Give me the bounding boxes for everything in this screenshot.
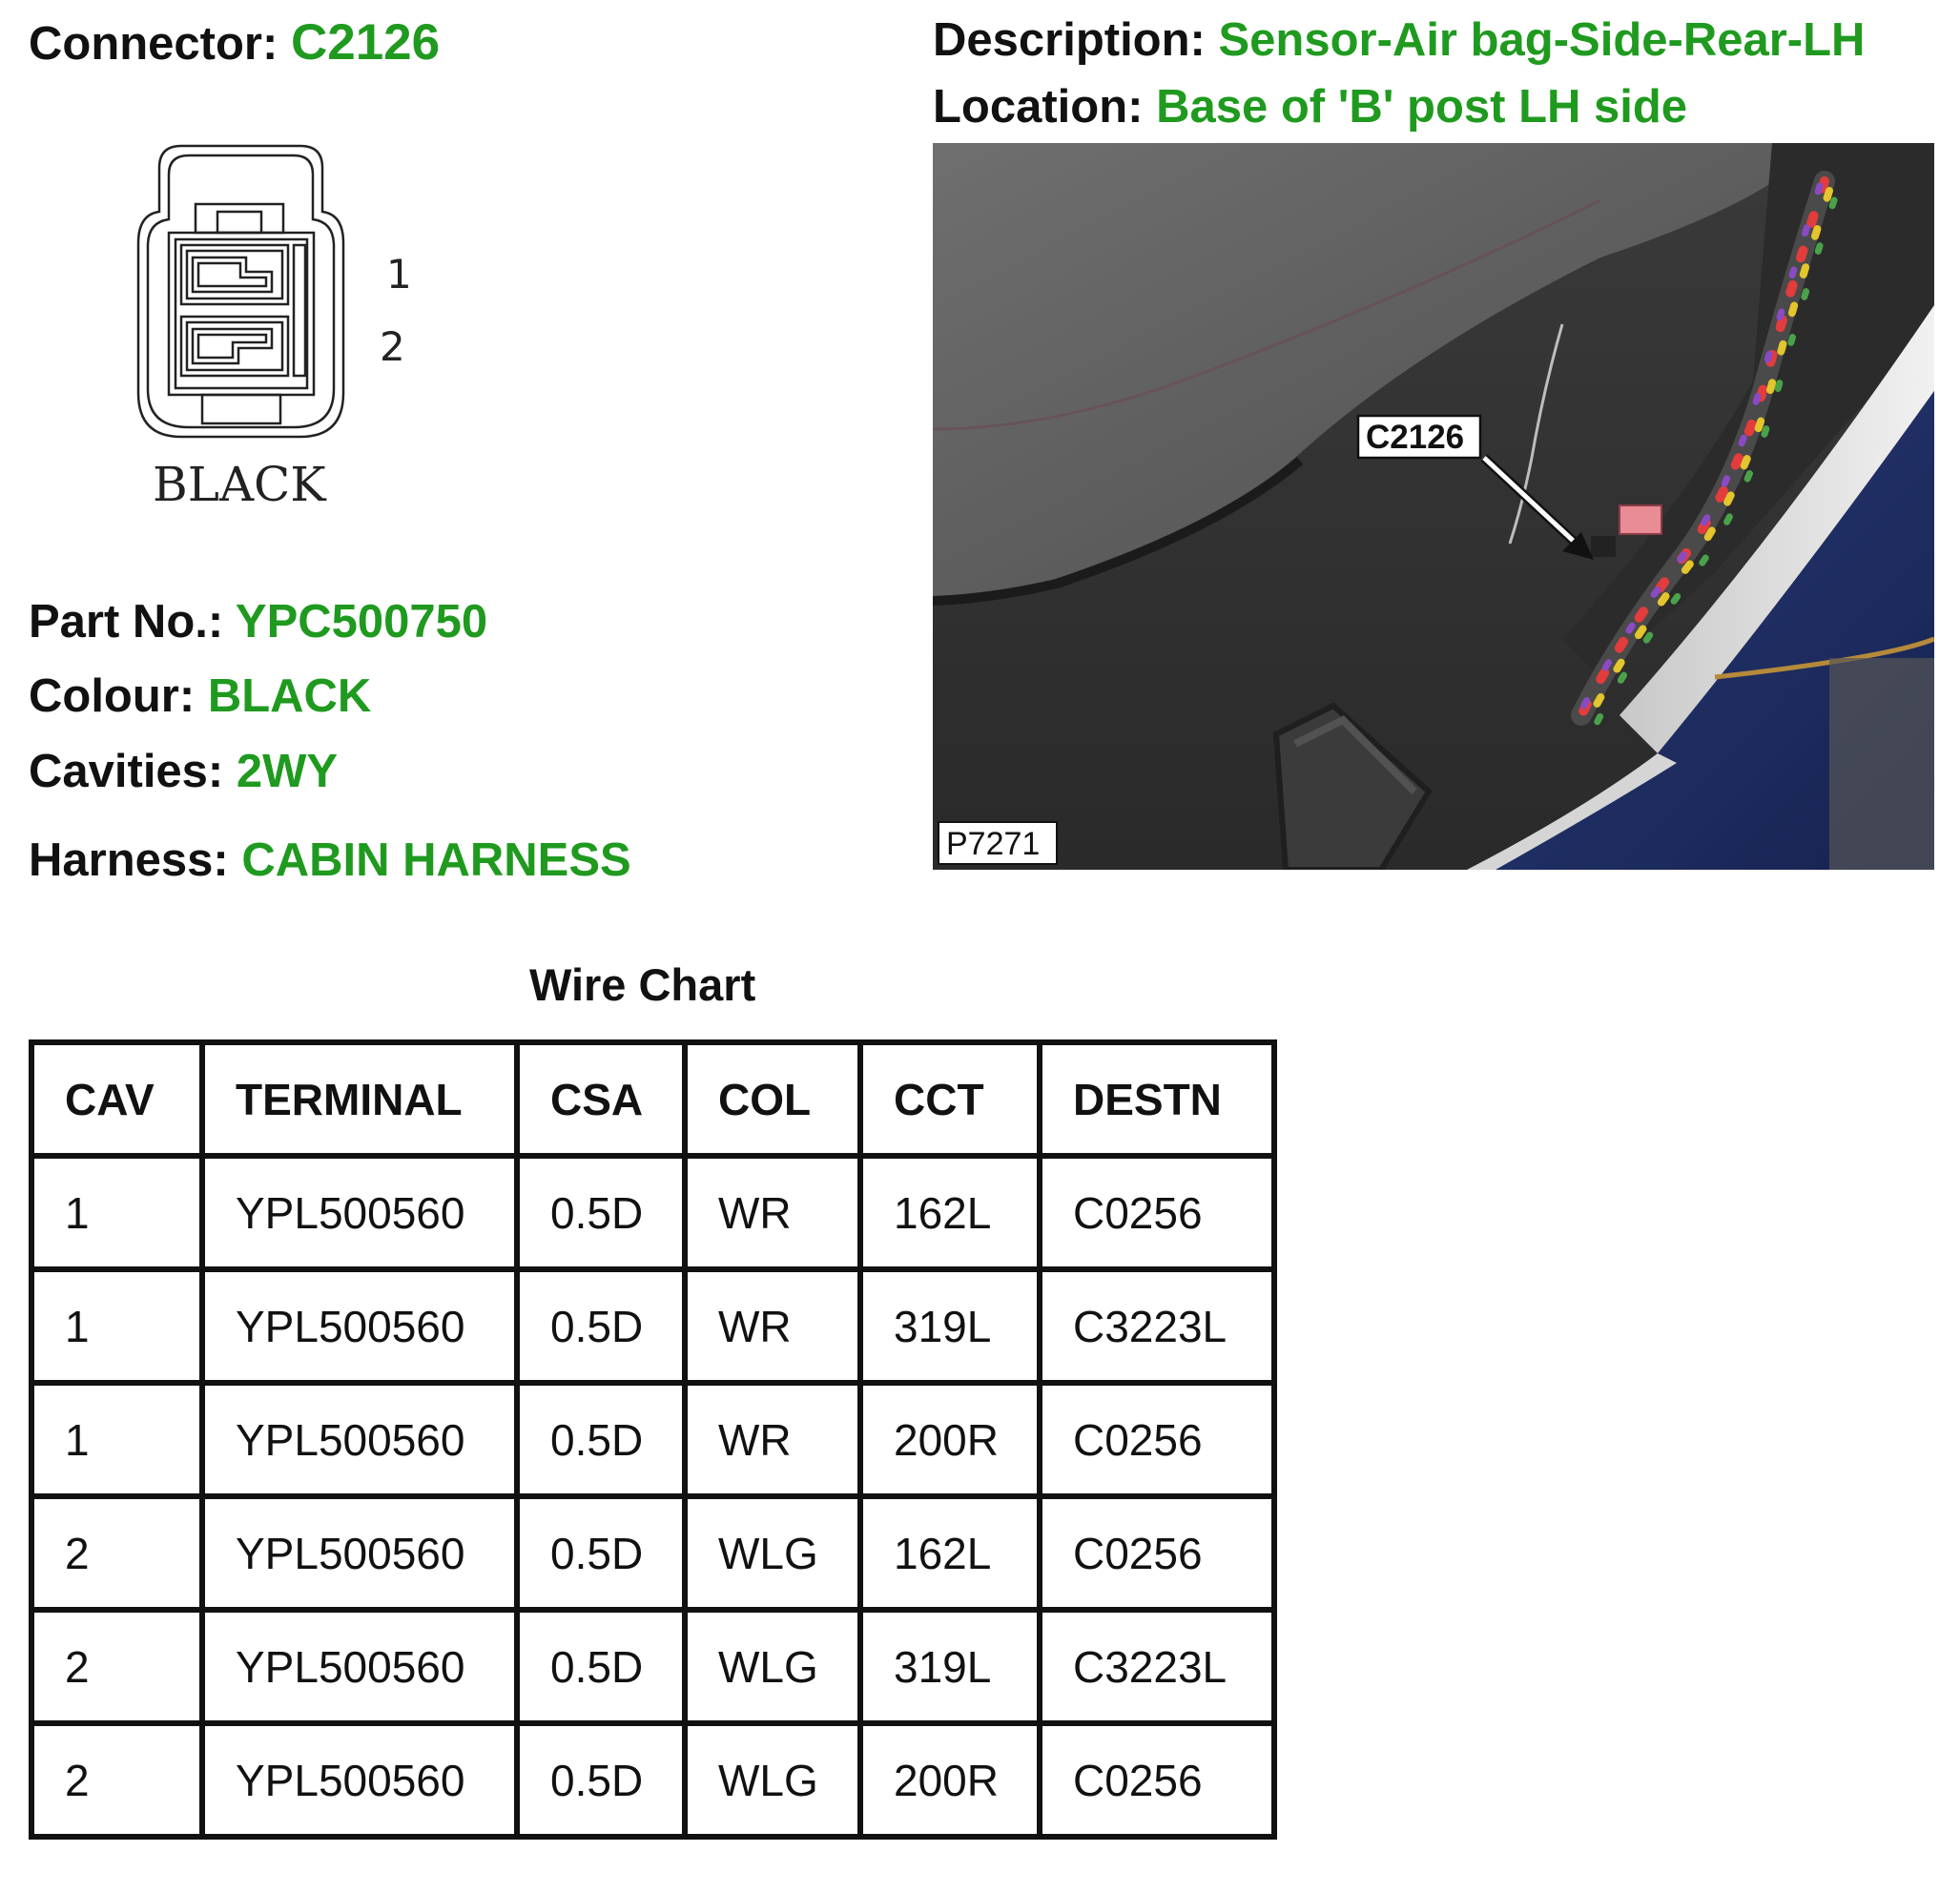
colour-value: BLACK xyxy=(207,670,372,722)
table-row xyxy=(31,1610,1274,1723)
photo-reference: P7271 xyxy=(946,826,1041,862)
colour-label: Colour: xyxy=(29,670,196,722)
cell-col: WR xyxy=(685,1383,860,1496)
cell-terminal: YPL500560 xyxy=(202,1269,517,1383)
connector-colour-label: BLACK xyxy=(153,457,326,512)
harness-label: Harness: xyxy=(29,834,229,886)
cell-csa: 0.5D xyxy=(517,1383,685,1496)
cell-destn: C3223L xyxy=(1040,1269,1274,1383)
cell-col: WR xyxy=(685,1269,860,1383)
cavities-line xyxy=(29,746,339,797)
cell-terminal: YPL500560 xyxy=(202,1156,517,1269)
cell-cct: 200R xyxy=(860,1383,1040,1496)
cell-csa: 0.5D xyxy=(517,1269,685,1383)
cell-cav: 2 xyxy=(31,1496,202,1610)
pin-2-label: 2 xyxy=(380,323,405,370)
table-row xyxy=(31,1723,1274,1837)
connector-heading xyxy=(29,14,441,71)
table-header-row xyxy=(31,1042,1274,1156)
cell-cct: 319L xyxy=(860,1610,1040,1723)
part-number-value: YPC500750 xyxy=(235,596,488,648)
cell-terminal: YPL500560 xyxy=(202,1723,517,1837)
cell-destn: C3223L xyxy=(1040,1610,1274,1723)
header-destn: DESTN xyxy=(1040,1042,1274,1156)
cell-cct: 162L xyxy=(860,1156,1040,1269)
part-number-line xyxy=(29,596,488,648)
cell-col: WR xyxy=(685,1156,860,1269)
cell-destn: C0256 xyxy=(1040,1496,1274,1610)
cell-csa: 0.5D xyxy=(517,1156,685,1269)
header-terminal: TERMINAL xyxy=(202,1042,517,1156)
cell-destn: C0256 xyxy=(1040,1383,1274,1496)
header-cav: CAV xyxy=(31,1042,202,1156)
cell-cct: 162L xyxy=(860,1496,1040,1610)
cell-cct: 319L xyxy=(860,1269,1040,1383)
cell-cav: 1 xyxy=(31,1156,202,1269)
cell-col: WLG xyxy=(685,1496,860,1610)
cell-col: WLG xyxy=(685,1723,860,1837)
cell-cav: 2 xyxy=(31,1723,202,1837)
harness-line xyxy=(29,834,631,886)
header-cct: CCT xyxy=(860,1042,1040,1156)
cell-cct: 200R xyxy=(860,1723,1040,1837)
cell-cav: 1 xyxy=(31,1383,202,1496)
header-col: COL xyxy=(685,1042,860,1156)
callout-label: C2126 xyxy=(1366,419,1465,456)
table-row xyxy=(31,1496,1274,1610)
connector-face-diagram xyxy=(134,143,439,525)
cell-cav: 1 xyxy=(31,1269,202,1383)
description-label: Description: xyxy=(933,14,1206,66)
cell-terminal: YPL500560 xyxy=(202,1496,517,1610)
cell-terminal: YPL500560 xyxy=(202,1383,517,1496)
part-number-label: Part No.: xyxy=(29,596,224,648)
cell-destn: C0256 xyxy=(1040,1156,1274,1269)
cell-terminal: YPL500560 xyxy=(202,1610,517,1723)
table-row xyxy=(31,1269,1274,1383)
harness-value: CABIN HARNESS xyxy=(241,834,631,886)
header-csa: CSA xyxy=(517,1042,685,1156)
pin-1-label: 1 xyxy=(386,251,412,298)
table-row xyxy=(31,1156,1274,1269)
table-row xyxy=(31,1383,1274,1496)
cell-destn: C0256 xyxy=(1040,1723,1274,1837)
location-value: Base of 'B' post LH side xyxy=(1156,81,1688,133)
cell-csa: 0.5D xyxy=(517,1496,685,1610)
cell-col: WLG xyxy=(685,1610,860,1723)
cell-csa: 0.5D xyxy=(517,1610,685,1723)
description-value: Sensor-Air bag-Side-Rear-LH xyxy=(1218,14,1866,66)
cell-cav: 2 xyxy=(31,1610,202,1723)
connector-id: C2126 xyxy=(290,14,441,71)
location-photo xyxy=(933,143,1934,870)
wire-chart-title: Wire Chart xyxy=(529,959,756,1010)
cavities-label: Cavities: xyxy=(29,746,224,797)
connector-label: Connector: xyxy=(29,18,279,70)
location-line xyxy=(933,81,1688,133)
wire-chart-table xyxy=(29,1039,1277,1840)
description-line xyxy=(933,14,1866,66)
cell-csa: 0.5D xyxy=(517,1723,685,1837)
cavities-value: 2WY xyxy=(236,746,339,797)
photo-illustration xyxy=(933,143,1934,870)
location-label: Location: xyxy=(933,81,1144,133)
colour-line xyxy=(29,670,372,722)
